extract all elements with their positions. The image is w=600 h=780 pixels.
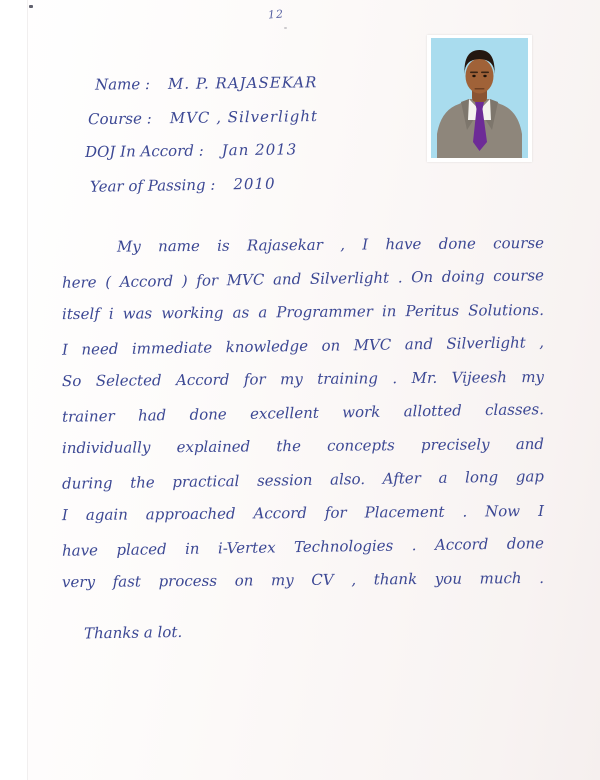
feedback-line: Thanks a lot. [83, 622, 183, 642]
student-details [85, 66, 415, 200]
scanner-edge [0, 0, 28, 780]
feedback-line: trainer had done excellent work allotted classes. [61, 399, 545, 426]
feedback-line: I again approached Accord for Placement . Now I [61, 501, 545, 525]
field-name-label: Name : [94, 74, 151, 94]
field-doj-value: Jan 2013 [221, 140, 298, 160]
feedback-line: My name is Rajasekar , I have done course [116, 233, 545, 256]
scan-speck [29, 5, 33, 8]
field-course-label: Course : [87, 108, 152, 128]
feedback-line: individually explained the concepts precisely and [61, 434, 545, 458]
field-doj-label: DOJ In Accord : [84, 141, 204, 161]
portrait-photo [427, 35, 532, 162]
feedback-line: very fast process on my CV , thank you much . [61, 568, 545, 592]
field-name-value: M. P. RAJASEKAR [167, 73, 318, 93]
page-number: 12 [267, 7, 285, 22]
feedback-line: during the practical session also. After a long gap [61, 466, 545, 493]
scan-speck [284, 27, 287, 29]
feedback-text [62, 229, 544, 647]
field-yop-label: Year of Passing : [89, 174, 216, 196]
field-course-value: MVC , Silverlight [169, 106, 319, 127]
field-doj [85, 131, 415, 169]
feedback-line: So Selected Accord for my training . Mr. Vijeesh my [61, 367, 545, 391]
field-year-of-passing [85, 164, 416, 203]
portrait-photo-image [431, 38, 528, 158]
feedback-line: I need immediate knowledge on MVC and Silverlight , [61, 332, 545, 359]
field-yop-value: 2010 [233, 173, 276, 193]
feedback-line: itself i was working as a Programmer in Peritus Solutions. [61, 300, 545, 324]
field-name [85, 64, 415, 101]
field-course [85, 97, 415, 135]
feedback-line: here ( Accord ) for MVC and Silverlight . On doing course [61, 265, 545, 292]
feedback-line: have placed in i-Vertex Technologies . Accord done [61, 533, 545, 560]
